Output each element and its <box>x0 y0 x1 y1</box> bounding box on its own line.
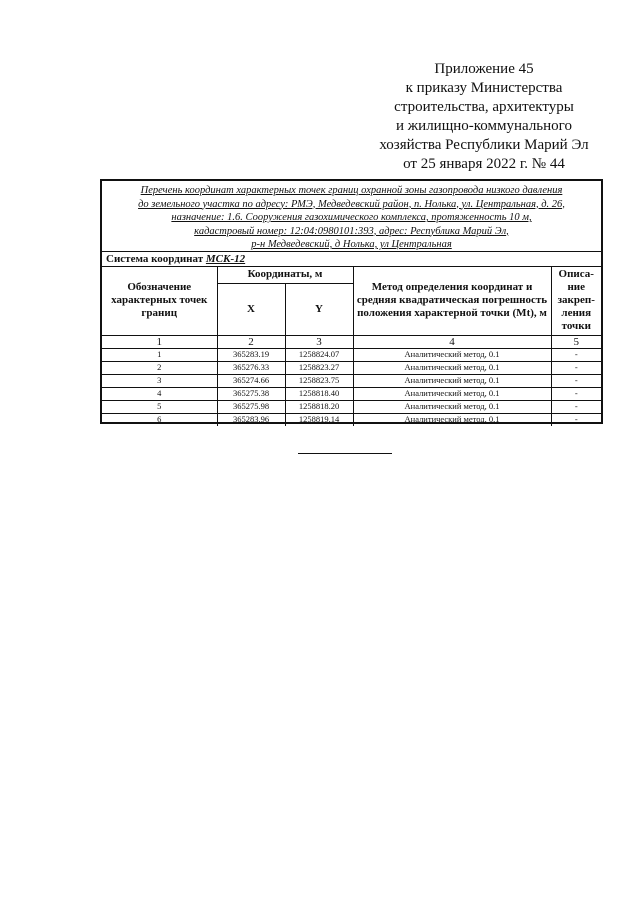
y-cell: 1258818.20 <box>285 400 353 413</box>
coordinates-document <box>100 179 603 424</box>
document-title <box>102 181 601 252</box>
method-cell: Аналитический метод, 0.1 <box>353 387 551 400</box>
appendix-line: хозяйства Республики Марий Эл <box>379 137 589 153</box>
y-cell: 1258818.40 <box>285 387 353 400</box>
description-cell: - <box>551 387 601 400</box>
column-number: 3 <box>285 335 353 348</box>
x-cell: 365283.96 <box>217 413 285 426</box>
appendix-line: к приказу Министерства <box>405 80 563 96</box>
method-cell: Аналитический метод, 0.1 <box>353 348 551 361</box>
column-number: 1 <box>102 335 217 348</box>
title-line: р-н Медведевский, д Нолька, ул Центральная <box>251 239 452 250</box>
header-y: Y <box>285 283 353 335</box>
appendix-line: и жилищно-коммунального <box>396 118 572 134</box>
point-cell: 3 <box>102 374 217 387</box>
method-cell: Аналитический метод, 0.1 <box>353 400 551 413</box>
y-cell: 1258823.27 <box>285 361 353 374</box>
appendix-line: строительства, архитектуры <box>394 99 574 115</box>
column-number: 4 <box>353 335 551 348</box>
title-line: назначение: 1.6. Сооружения газохимического комплекса, протяженность 10 м, <box>171 212 532 223</box>
y-cell: 1258824.07 <box>285 348 353 361</box>
table-row <box>102 361 601 374</box>
header-coordinates: Координаты, м <box>217 267 353 283</box>
appendix-line: от 25 января 2022 г. № 44 <box>403 156 565 172</box>
x-cell: 365275.98 <box>217 400 285 413</box>
description-cell: - <box>551 374 601 387</box>
coordinate-system <box>102 252 601 267</box>
point-cell: 2 <box>102 361 217 374</box>
y-cell: 1258823.75 <box>285 374 353 387</box>
column-number-row <box>102 335 601 348</box>
column-number: 2 <box>217 335 285 348</box>
table-row <box>102 413 601 426</box>
table-row <box>102 400 601 413</box>
end-divider <box>298 453 392 454</box>
description-cell: - <box>551 413 601 426</box>
appendix-header <box>360 60 608 174</box>
table-row <box>102 374 601 387</box>
description-cell: - <box>551 361 601 374</box>
method-cell: Аналитический метод, 0.1 <box>353 374 551 387</box>
point-cell: 4 <box>102 387 217 400</box>
title-line: Перечень координат характерных точек границ охранной зоны газопровода низкого давления <box>140 185 563 196</box>
table-row <box>102 348 601 361</box>
point-cell: 6 <box>102 413 217 426</box>
column-number: 5 <box>551 335 601 348</box>
description-cell: - <box>551 400 601 413</box>
header-x: X <box>217 283 285 335</box>
method-cell: Аналитический метод, 0.1 <box>353 361 551 374</box>
header-method: Метод определения координат и средняя квадратическая погрешность положения характерной точки (Mt), м <box>353 267 551 335</box>
point-cell: 5 <box>102 400 217 413</box>
x-cell: 365283.19 <box>217 348 285 361</box>
x-cell: 365275.38 <box>217 387 285 400</box>
coordinates-table <box>102 267 601 426</box>
header-description: Описа-ние закреп-ления точки <box>551 267 601 335</box>
coordinate-system-name: МСК-12 <box>205 253 246 265</box>
table-row <box>102 387 601 400</box>
method-cell: Аналитический метод, 0.1 <box>353 413 551 426</box>
x-cell: 365274.66 <box>217 374 285 387</box>
x-cell: 365276.33 <box>217 361 285 374</box>
description-cell: - <box>551 348 601 361</box>
y-cell: 1258819.14 <box>285 413 353 426</box>
title-line: кадастровый номер: 12:04:0980101:393, адрес: Республика Марий Эл, <box>194 225 509 237</box>
title-line: до земельного участка по адресу: РМЭ, Медведевский район, п. Нолька, ул. Центральная, д. 26, <box>138 198 565 210</box>
appendix-line: Приложение 45 <box>434 61 534 77</box>
point-cell: 1 <box>102 348 217 361</box>
header-point: Обозначение характерных точек границ <box>102 267 217 335</box>
coordinate-system-label: Система координат <box>106 253 204 265</box>
